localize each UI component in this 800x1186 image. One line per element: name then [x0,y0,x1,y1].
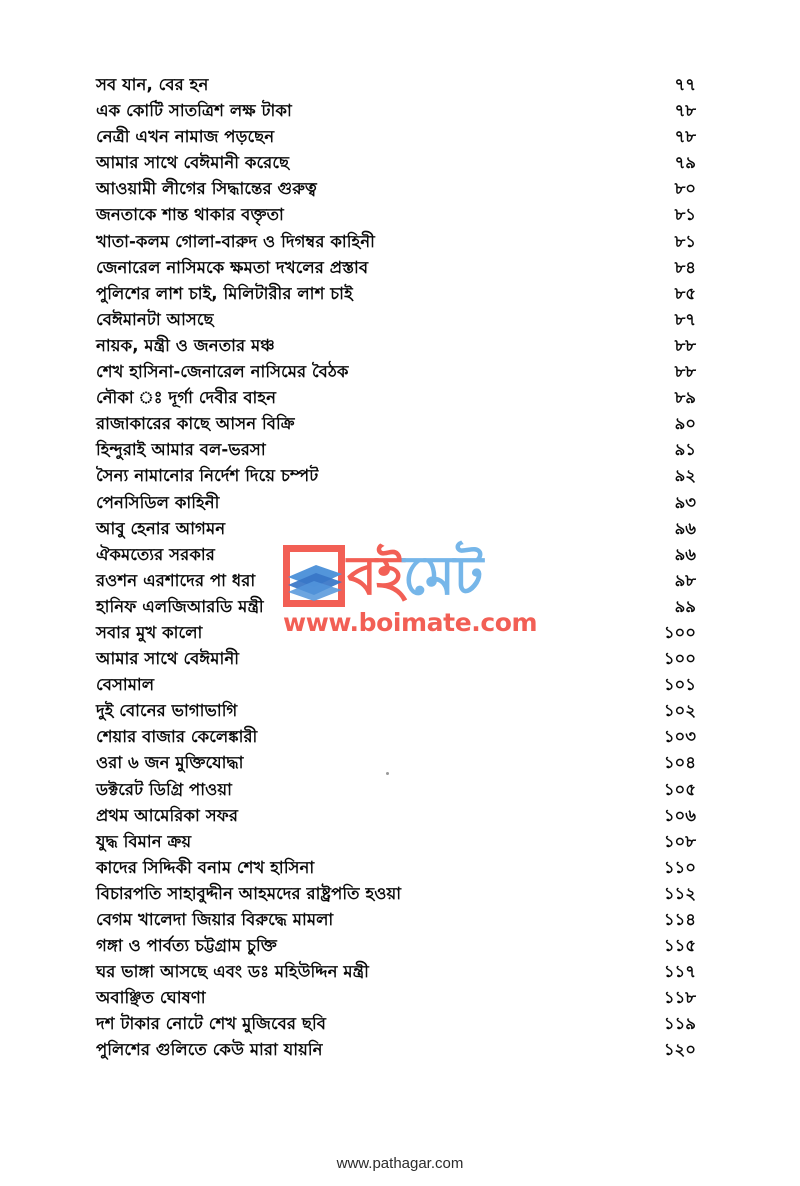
toc-entry-page-number: ১০১ [663,675,696,695]
toc-entry[interactable] [96,646,696,672]
toc-entry[interactable] [96,124,696,150]
toc-entry[interactable] [96,803,696,829]
toc-entry-page-number: ১০৬ [663,805,696,825]
toc-entry-page-number: ১০৮ [663,831,696,851]
toc-entry[interactable] [96,516,696,542]
toc-entry[interactable] [96,281,696,307]
toc-entry-page-number: ১০২ [663,701,696,721]
toc-entry-page-number: ৮৯ [674,388,696,408]
toc-entry-page-number: ১১৪ [663,910,696,929]
toc-entry-title: সবার মুখ কালো [96,622,203,642]
toc-entry[interactable] [96,98,696,124]
toc-entry[interactable] [96,672,696,698]
toc-entry-title: শেয়ার বাজার কেলেঙ্কারী [96,727,258,747]
toc-entry[interactable] [96,150,696,176]
toc-entry-title: হিন্দুরাই আমার বল-ভরসা [96,440,266,460]
toc-entry-title: খাতা-কলম গোলা-বারুদ ও দিগম্বর কাহিনী [96,231,375,251]
toc-entry[interactable] [96,777,696,803]
toc-entry[interactable] [96,907,696,933]
toc-entry-title: এক কোটি সাতত্রিশ লক্ষ টাকা [96,101,292,121]
toc-entry[interactable] [96,750,696,776]
toc-entry-page-number: ৮৮ [674,335,696,355]
toc-entry-page-number: ১০০ [663,622,696,642]
toc-entry-title: আমার সাথে বেঈমানী [96,649,240,669]
toc-entry-title: আওয়ামী লীগের সিদ্ধান্তের গুরুত্ব [96,179,317,199]
toc-entry[interactable] [96,594,696,620]
toc-entry-page-number: ১১৭ [663,962,696,982]
toc-entry-page-number: ৯৮ [674,570,696,590]
page-footer-url: www.pathagar.com [336,1155,464,1172]
toc-entry-title: শেখ হাসিনা-জেনারেল নাসিমের বৈঠক [96,362,349,382]
toc-entry-title: ডক্টরেট ডিগ্রি পাওয়া [96,779,232,799]
toc-entry[interactable] [96,463,696,489]
toc-entry-page-number: ৯১ [674,440,696,460]
toc-entry-title: নায়ক, মন্ত্রী ও জনতার মঞ্চ [96,335,275,355]
toc-entry[interactable] [96,542,696,568]
toc-entry-page-number: ১২০ [663,1040,696,1060]
toc-entry-title: অবাঞ্ছিত ঘোষণা [96,988,206,1008]
toc-entry-page-number: ৯২ [674,466,696,486]
toc-entry[interactable] [96,855,696,881]
toc-entry-title: নেত্রী এখন নামাজ পড়ছেন [96,127,275,147]
toc-entry-page-number: ৭৭ [674,75,696,94]
toc-entry-title: আমার সাথে বেঈমানী করেছে [96,153,290,173]
toc-entry-page-number: ৯৬ [674,544,696,564]
toc-entry-title: বেসামাল [96,675,155,695]
toc-entry[interactable] [96,333,696,359]
toc-entry-page-number: ১০৩ [663,727,696,747]
toc-entry-page-number: ১০৫ [663,779,696,799]
toc-entry[interactable] [96,1037,696,1063]
toc-entry-title: পুলিশের লাশ চাই, মিলিটারীর লাশ চাই [96,283,353,303]
toc-entry-title: জনতাকে শান্ত থাকার বক্তৃতা [96,205,284,225]
toc-entry-title: সব যান, বের হন [96,75,209,94]
toc-entry-page-number: ১১০ [663,857,696,877]
toc-entry-title: গঙ্গা ও পার্বত্য চট্টগ্রাম চুক্তি [96,936,277,956]
toc-entry[interactable] [96,959,696,985]
toc-entry-title: হানিফ এলজিআরডি মন্ত্রী [96,596,264,616]
toc-entry-title: রওশন এরশাদের পা ধরা [96,570,256,590]
toc-entry-title: বিচারপতি সাহাবুদ্দীন আহমদের রাষ্ট্রপতি হওয়া [96,883,402,903]
toc-entry-page-number: ৯০ [674,414,696,434]
toc-entry-title: প্রথম আমেরিকা সফর [96,805,239,825]
toc-entry-title: কাদের সিদ্দিকী বনাম শেখ হাসিনা [96,857,315,877]
toc-entry-page-number: ৮৪ [674,257,696,277]
toc-entry[interactable] [96,724,696,750]
toc-entry-page-number: ৯৬ [674,518,696,538]
toc-entry-page-number: ৮৮ [674,362,696,382]
toc-entry-title: বেগম খালেদা জিয়ার বিরুদ্ধে মামলা [96,910,334,929]
toc-entry-page-number: ৮৫ [674,283,696,303]
brand-wordmark-red: বই [347,544,404,607]
toc-entry[interactable] [96,176,696,202]
toc-entry-page-number: ৯৩ [674,492,696,512]
toc-entry[interactable] [96,881,696,907]
toc-entry-page-number: ৮০ [674,179,696,199]
toc-entry[interactable] [96,255,696,281]
toc-entry-page-number: ১০০ [663,649,696,669]
toc-entry-page-number: ১০৪ [663,753,696,773]
watermark-url: www.boimate.com [283,608,538,637]
toc-entry-page-number: ১১৮ [663,988,696,1008]
toc-entry-title: নৌকা ঃ দূর্গা দেবীর বাহন [96,388,277,408]
toc-entry[interactable] [96,437,696,463]
toc-entry[interactable] [96,933,696,959]
toc-entry-title: ঐকমত্যের সরকার [96,544,215,564]
toc-entry-title: পেনসিডিল কাহিনী [96,492,220,512]
toc-entry-page-number: ১১৫ [663,936,696,956]
toc-entry-title: ঘর ভাঙ্গা আসছে এবং ডঃ মহিউদ্দিন মন্ত্রী [96,962,369,982]
toc-entry[interactable] [96,307,696,333]
toc-entry-page-number: ৭৯ [674,153,696,173]
toc-entry-title: সৈন্য নামানোর নির্দেশ দিয়ে চম্পট [96,466,319,486]
toc-entry-title: বেঈমানটা আসছে [96,309,214,329]
toc-entry[interactable] [96,385,696,411]
toc-entry-title: জেনারেল নাসিমকে ক্ষমতা দখলের প্রস্তাব [96,257,369,277]
toc-entry[interactable] [96,359,696,385]
toc-entry-title: দুই বোনের ভাগাভাগি [96,701,238,721]
table-of-contents [96,72,696,1064]
toc-entry[interactable] [96,490,696,516]
toc-entry[interactable] [96,829,696,855]
toc-entry-title: যুদ্ধ বিমান ক্রয় [96,831,192,851]
toc-entry-title: দশ টাকার নোটে শেখ মুজিবের ছবি [96,1014,327,1034]
toc-entry[interactable] [96,568,696,594]
toc-entry[interactable] [96,229,696,255]
toc-entry-page-number: ৯৯ [674,596,696,616]
brand-wordmark-blue: মেট [403,544,483,607]
toc-entry[interactable] [96,1011,696,1037]
toc-entry-page-number: ৮৭ [674,309,696,329]
toc-entry-title: পুলিশের গুলিতে কেউ মারা যায়নি [96,1040,323,1060]
toc-entry[interactable] [96,72,696,98]
toc-entry-title: ওরা ৬ জন মুক্তিযোদ্ধা [96,753,244,773]
toc-entry-title: রাজাকারের কাছে আসন বিক্রি [96,414,295,434]
toc-entry-title: আবু হেনার আগমন [96,518,226,538]
toc-entry[interactable] [96,985,696,1011]
toc-entry-page-number: ৭৮ [674,127,696,147]
toc-entry[interactable] [96,620,696,646]
toc-entry-page-number: ৮১ [674,231,696,251]
toc-entry[interactable] [96,202,696,228]
toc-entry-page-number: ১১৯ [663,1014,696,1034]
toc-entry-page-number: ১১২ [663,883,696,903]
toc-entry-page-number: ৮১ [674,205,696,225]
toc-entry[interactable] [96,411,696,437]
toc-entry-page-number: ৭৮ [674,101,696,121]
toc-entry[interactable] [96,698,696,724]
